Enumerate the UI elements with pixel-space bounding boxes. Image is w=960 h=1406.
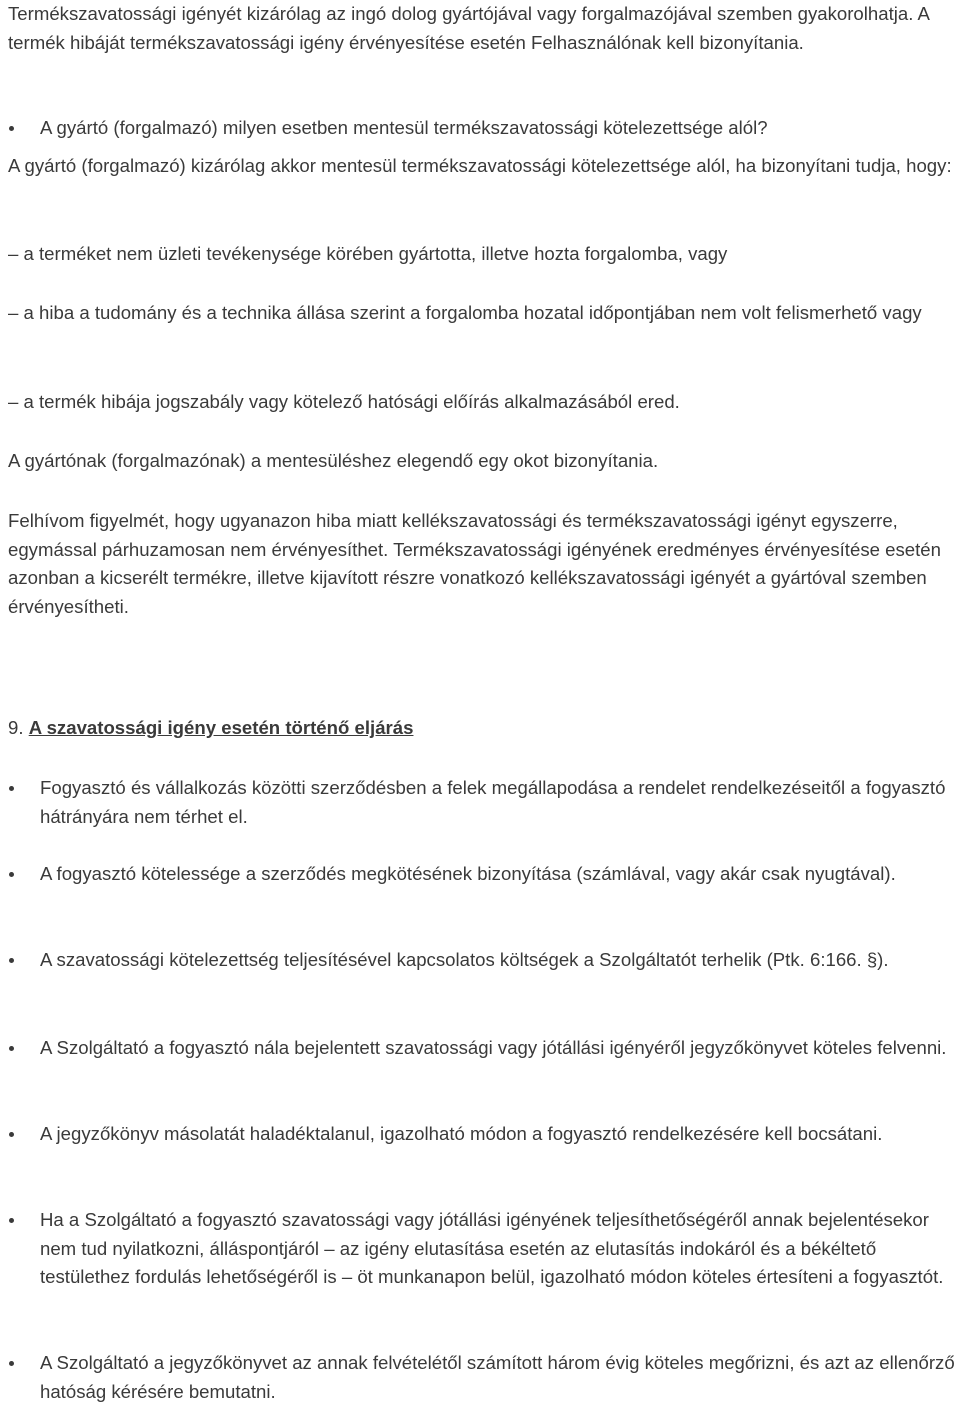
section-bullet-text: A Szolgáltató a jegyzőkönyvet az annak felvételétől számított három évig köteles megőrizni, és azt az ellenőrző hatóság kérésére bemutatni. xyxy=(40,1352,955,1402)
list-item xyxy=(8,946,956,975)
answer-intro-paragraph: A gyártó (forgalmazó) kizárólag akkor mentesül termékszavatossági kötelezettsége alól, ha bizonyítani tudja, hogy: xyxy=(8,155,952,176)
section-heading xyxy=(8,714,956,743)
dash-list-item: – a hiba a tudomány és a technika állása szerint a forgalomba hozatal időpontjában nem volt felismerhető vagy xyxy=(8,302,922,323)
bullet-icon xyxy=(9,1132,14,1137)
bullet-icon xyxy=(9,1361,14,1366)
section-number: 9. xyxy=(8,717,24,738)
dash-list-item: – a termék hibája jogszabály vagy kötelező hatósági előírás alkalmazásából ered. xyxy=(8,391,680,412)
bullet-icon xyxy=(9,872,14,877)
section-bullet-text: Fogyasztó és vállalkozás közötti szerződésben a felek megállapodása a rendelet rendelkezéseitől a fogyasztó hátrányára nem térhet el. xyxy=(40,777,946,827)
list-item xyxy=(8,1349,956,1406)
list-item xyxy=(8,860,956,889)
section-bullet-text: A fogyasztó kötelessége a szerződés megkötésének bizonyítása (számlával, vagy akár csak nyugtával). xyxy=(40,863,896,884)
sufficient-note: A gyártónak (forgalmazónak) a mentesüléshez elegendő egy okot bizonyítania. xyxy=(8,450,659,471)
bullet-icon xyxy=(9,126,14,131)
section-bullet-text: A Szolgáltató a fogyasztó nála bejelentett szavatossági vagy jótállási igényéről jegyzőkönyvet köteles felvenni. xyxy=(40,1037,947,1058)
bullet-icon xyxy=(9,1218,14,1223)
intro-paragraph: Termékszavatossági igényét kizárólag az ingó dolog gyártójával vagy forgalmazójával szemben gyakorolhatja. A termék hibáját termékszavatossági igény érvényesítése esetén Felhasználónak kell bizonyítania. xyxy=(8,3,929,53)
section-title: A szavatossági igény esetén történő eljárás xyxy=(28,717,414,738)
section-bullet-text: Ha a Szolgáltató a fogyasztó szavatossági vagy jótállási igényének teljesíthetőségéről annak bejelentésekor nem tud nyilatkozni, álláspontjáról – az igény elutasítása esetén az elutasítás indokáról és a békéltető testülethez fordulás lehetőségéről is – öt munkanapon belül, igazolható módon köteles értesíteni a fogyasztót. xyxy=(40,1209,944,1287)
section-bullet-text: A jegyzőkönyv másolatát haladéktalanul, igazolható módon a fogyasztó rendelkezésére kell bocsátani. xyxy=(40,1123,883,1144)
bullet-icon xyxy=(9,958,14,963)
section-bullet-text: A szavatossági kötelezettség teljesítésével kapcsolatos költségek a Szolgáltatót terhelik (Ptk. 6:166. §). xyxy=(40,949,889,970)
list-item xyxy=(8,774,956,831)
attention-paragraph: Felhívom figyelmét, hogy ugyanazon hiba miatt kellékszavatossági és termékszavatossági igényt egyszerre, egymással párhuzamosan nem érvényesíthet. Termékszavatossági igényének eredményes érvényesítése esetén azonban a kicserélt termékre, illetve kijavított részre vonatkozó kellékszavatossági igényét a gyártóval szemben érvényesítheti. xyxy=(8,510,941,617)
list-item xyxy=(8,1120,956,1149)
list-item xyxy=(8,1034,956,1063)
list-item xyxy=(8,1206,956,1292)
list-item xyxy=(8,114,956,143)
bullet-icon xyxy=(9,1046,14,1051)
dash-list-item: – a terméket nem üzleti tevékenysége körében gyártotta, illetve hozta forgalomba, vagy xyxy=(8,243,728,264)
bullet-icon xyxy=(9,786,14,791)
question-bullet: A gyártó (forgalmazó) milyen esetben mentesül termékszavatossági kötelezettsége alól? xyxy=(40,117,768,138)
